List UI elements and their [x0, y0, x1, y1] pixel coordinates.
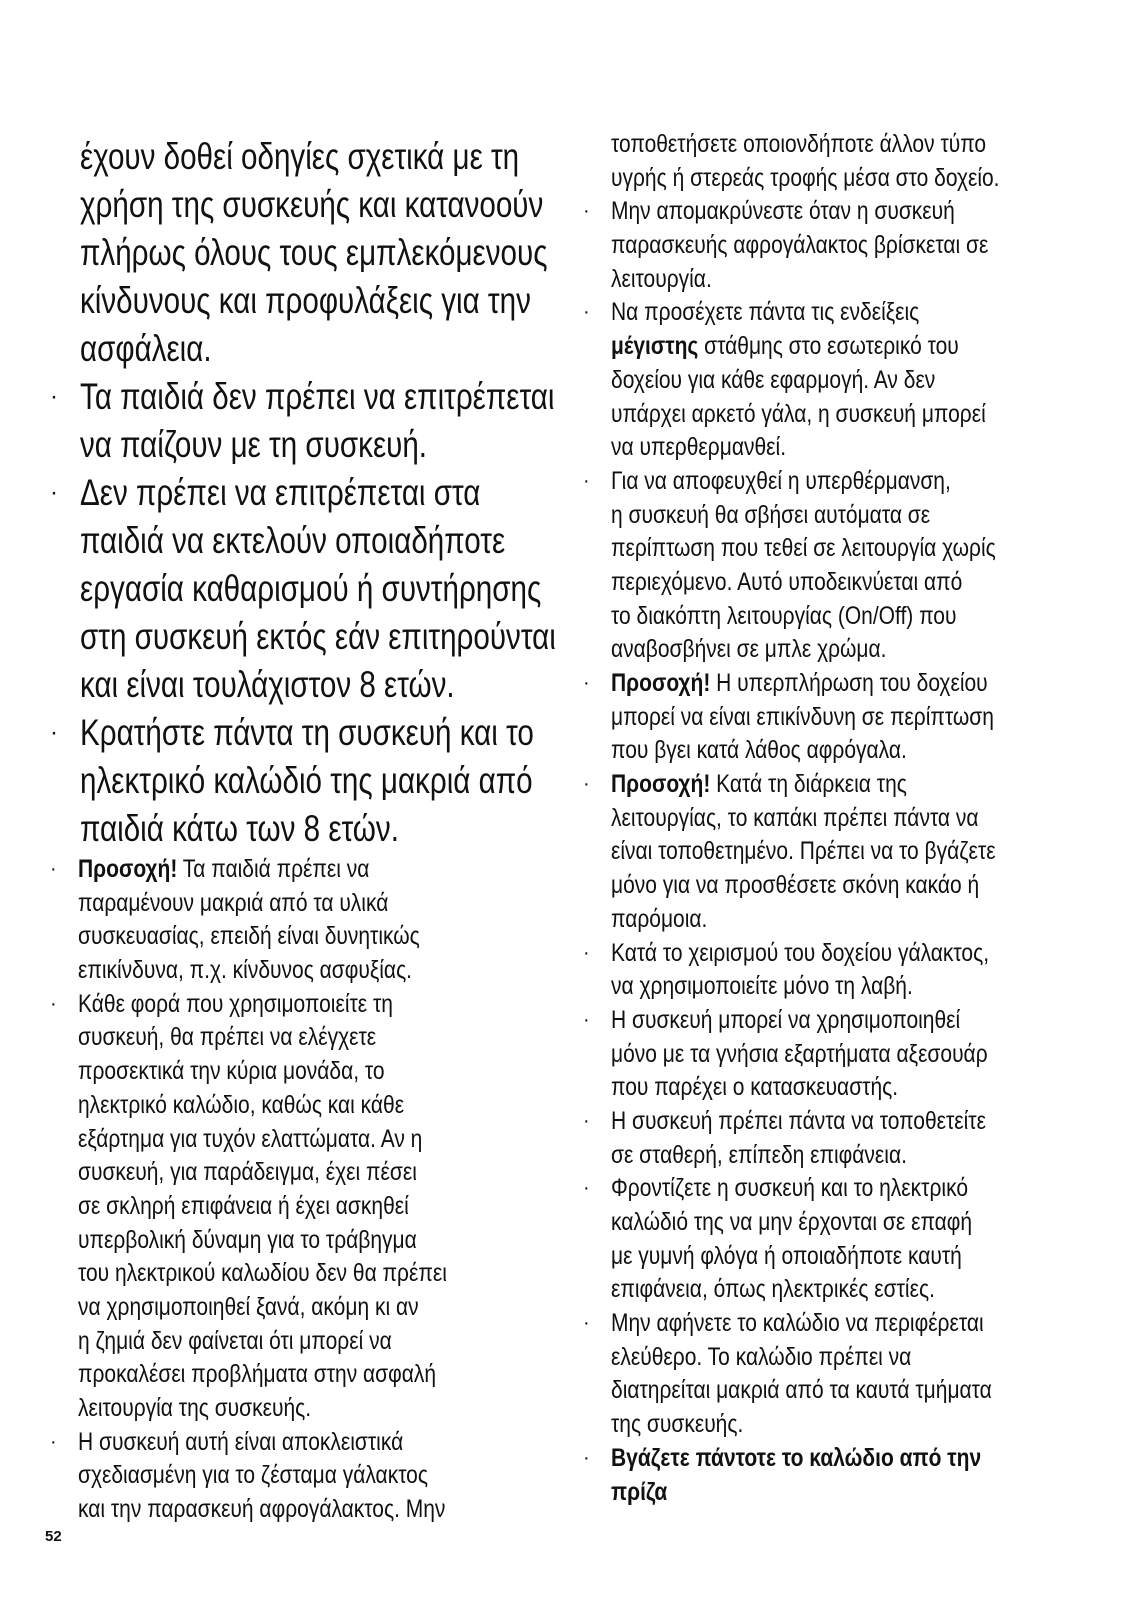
line-content: του ηλεκτρικού καλωδίου δεν θα πρέπει	[78, 1259, 447, 1288]
line-content: συσκευή, θα πρέπει να ελέγχετε	[78, 1023, 377, 1052]
line-content: και είναι τουλάχιστον 8 ετών.	[80, 664, 455, 705]
line-content: ελεύθερο. Το καλώδιο πρέπει να	[611, 1342, 912, 1371]
text-line	[50, 469, 550, 517]
line-text	[611, 734, 907, 768]
line-text	[611, 1071, 898, 1105]
line-text	[80, 709, 534, 757]
line-text	[611, 1273, 935, 1307]
text-line	[50, 805, 550, 853]
text-line	[583, 162, 1103, 196]
list-item	[583, 768, 1103, 936]
line-content: να υπερθερμανθεί.	[611, 433, 787, 462]
text-line	[50, 1224, 550, 1258]
line-text	[611, 1442, 981, 1476]
text-line	[50, 517, 550, 565]
line-content: και την παρασκευή αφρογάλακτος. Μην	[78, 1495, 446, 1524]
line-content: υγρής ή στερεάς τροφής μέσα στο δοχείο.	[611, 163, 1000, 192]
line-content: έχουν δοθεί οδηγίες σχετικά με τη	[80, 136, 520, 177]
text-line	[583, 701, 1103, 735]
line-text	[611, 1004, 960, 1038]
line-text	[80, 613, 556, 661]
line-content: Κατά τη διάρκεια της	[710, 770, 907, 799]
line-content: Κρατήστε πάντα τη συσκευή και το	[80, 712, 534, 753]
text-line	[583, 499, 1103, 533]
text-line	[50, 709, 550, 757]
text-line	[50, 1021, 550, 1055]
line-content: στάθμης στο εσωτερικό του	[698, 332, 959, 361]
bullet-icon: ·	[50, 719, 58, 746]
text-line	[583, 128, 1103, 162]
line-content: μόνο για να προσθέσετε σκόνη κακάο ή	[611, 871, 980, 900]
line-text	[611, 1341, 911, 1375]
line-text	[80, 325, 212, 373]
line-content: ηλεκτρικό καλώδιο, καθώς και κάθε	[78, 1090, 405, 1119]
line-text	[80, 517, 505, 565]
line-content: δοχείου για κάθε εφαρμογή. Αν δεν	[611, 365, 936, 394]
list-item	[50, 709, 550, 853]
bullet-icon: ·	[583, 672, 590, 694]
text-line	[583, 431, 1103, 465]
line-content: Η συσκευή μπορεί να χρησιμοποιηθεί	[611, 1005, 961, 1034]
line-content: Δεν πρέπει να επιτρέπεται στα	[80, 472, 481, 513]
bullet-icon: ·	[583, 1446, 590, 1469]
bullet-icon: ·	[50, 1430, 57, 1453]
line-content: η συσκευή θα σβήσει αυτόματα σε	[611, 500, 931, 529]
line-text	[78, 1089, 404, 1123]
line-content: αναβοσβήνει σε μπλε χρώμα.	[611, 635, 887, 664]
right-column-text	[583, 128, 1103, 1509]
line-content: προσεκτικά την κύρια μονάδα, το	[78, 1057, 385, 1086]
text-line	[583, 532, 1103, 566]
line-text	[80, 469, 480, 517]
line-text	[78, 1021, 376, 1055]
line-text	[611, 802, 979, 836]
bullet-icon: ·	[583, 1109, 590, 1132]
text-line	[583, 633, 1103, 667]
line-text	[78, 1055, 385, 1089]
text-line	[583, 1442, 1103, 1476]
text-line	[50, 1089, 550, 1123]
line-content: της συσκευής.	[611, 1410, 744, 1439]
text-line	[583, 667, 1103, 701]
list-item	[583, 1307, 1103, 1442]
text-line	[583, 263, 1103, 297]
line-text	[611, 566, 962, 600]
text-line	[50, 1291, 550, 1325]
line-text	[611, 1240, 962, 1274]
line-text	[78, 1156, 417, 1190]
line-text	[611, 1172, 968, 1206]
line-text	[611, 162, 1000, 196]
bullet-icon: ·	[583, 301, 590, 324]
line-text	[611, 1038, 988, 1072]
text-line	[50, 373, 555, 421]
line-text	[611, 431, 786, 465]
text-line	[50, 229, 550, 277]
line-text	[80, 565, 541, 613]
list-item	[583, 667, 1103, 768]
text-line	[50, 1156, 550, 1190]
line-text	[78, 853, 369, 887]
line-content: εξάρτημα για τυχόν ελαττώματα. Αν η	[78, 1124, 423, 1153]
line-text	[611, 1206, 972, 1240]
line-content: που βγει κατά λάθος αφρόγαλα.	[611, 736, 907, 765]
text-line	[583, 1105, 1103, 1139]
text-line	[583, 970, 1103, 1004]
line-text	[611, 398, 986, 432]
line-content: συσκευή, για παράδειγμα, έχει πέσει	[78, 1158, 417, 1187]
bullet-icon: ·	[583, 941, 590, 964]
line-text	[78, 1291, 419, 1325]
list-item	[583, 465, 1103, 667]
text-line	[583, 1038, 1103, 1072]
line-content: πλήρως όλους τους εμπλεκόμενους	[80, 232, 548, 273]
line-content: εργασία καθαρισμού ή συντήρησης	[80, 568, 542, 609]
line-text	[611, 330, 959, 364]
text-line	[50, 1459, 550, 1493]
line-content: ηλεκτρικό καλώδιό της μακριά από	[80, 760, 533, 801]
bold-warning-label: Προσοχή!	[78, 855, 178, 883]
text-line	[583, 1341, 1103, 1375]
left-column-small-text	[50, 853, 550, 1527]
text-line	[583, 869, 1103, 903]
text-line	[583, 1172, 1103, 1206]
line-content: λειτουργία της συσκευής.	[78, 1394, 312, 1422]
line-content: να χρησιμοποιηθεί ξανά, ακόμη κι αν	[78, 1292, 419, 1321]
line-text	[78, 1358, 436, 1392]
text-line	[583, 1408, 1103, 1442]
line-text	[611, 532, 996, 566]
line-content: να χρησιμοποιείτε μόνο τη λαβή.	[611, 972, 913, 1001]
bullet-icon: ·	[50, 479, 58, 506]
text-line	[50, 920, 550, 954]
line-text	[611, 195, 955, 229]
line-text	[80, 229, 547, 277]
text-line	[583, 802, 1103, 836]
text-line	[583, 835, 1103, 869]
list-item	[583, 195, 1103, 296]
list-item	[583, 1004, 1103, 1105]
line-content: η ζημιά δεν φαίνεται ότι μπορεί να	[78, 1326, 392, 1355]
left-column-large-text	[50, 133, 556, 853]
line-text	[611, 263, 712, 297]
line-text	[611, 701, 994, 735]
line-content: ασφάλεια.	[80, 328, 212, 369]
text-line	[583, 364, 1103, 398]
text-line	[50, 277, 550, 325]
line-text	[611, 633, 887, 667]
text-line	[50, 1257, 550, 1291]
line-content: που παρέχει ο κατασκευαστής.	[611, 1073, 899, 1102]
line-content: Φροντίζετε η συσκευή και το ηλεκτρικό	[611, 1174, 968, 1203]
text-line	[583, 768, 1103, 802]
line-content: Τα παιδιά πρέπει να	[177, 855, 370, 883]
line-text	[611, 1105, 986, 1139]
line-content: σε σκληρή επιφάνεια ή έχει ασκηθεί	[78, 1191, 409, 1220]
line-text	[611, 229, 988, 263]
line-text	[611, 835, 996, 869]
list-item	[50, 988, 550, 1426]
line-content: παιδιά να εκτελούν οποιαδήποτε	[80, 520, 506, 561]
line-content: Να προσέχετε πάντα τις ενδείξεις	[611, 298, 920, 327]
line-content: υπερβολική δύναμη για το τράβηγμα	[78, 1225, 417, 1254]
text-line	[583, 903, 1103, 937]
bullet-icon: ·	[50, 383, 58, 410]
text-line	[583, 1071, 1103, 1105]
line-text	[611, 1374, 992, 1408]
text-line	[583, 1004, 1103, 1038]
text-line	[50, 887, 550, 921]
text-line	[50, 1123, 550, 1157]
line-content: Μην απομακρύνεστε όταν η συσκευή	[611, 197, 955, 226]
line-content: χρήση της συσκευής και κατανοούν	[80, 184, 544, 225]
line-text	[611, 1307, 984, 1341]
line-content: περιεχόμενο. Αυτό υποδεικνύεται από	[611, 567, 963, 596]
line-text	[78, 920, 420, 954]
text-line	[50, 1358, 550, 1392]
line-text	[611, 499, 930, 533]
line-content: να παίζουν με τη συσκευή.	[80, 424, 428, 465]
bold-warning-label: Προσοχή!	[611, 669, 711, 697]
line-text	[611, 903, 707, 937]
line-content: κίνδυνους και προφυλάξεις για την	[80, 280, 531, 321]
line-text	[78, 1257, 447, 1291]
line-text	[80, 133, 519, 181]
text-line	[583, 1240, 1103, 1274]
line-content: επιφάνεια, όπως ηλεκτρικές εστίες.	[611, 1275, 935, 1304]
line-text	[78, 1459, 428, 1493]
line-content: Τα παιδιά δεν πρέπει να επιτρέπεται	[80, 376, 555, 417]
text-line	[50, 988, 550, 1022]
text-line	[50, 1493, 550, 1527]
text-line	[583, 296, 1103, 330]
bullet-icon: ·	[583, 200, 590, 223]
line-content: υπάρχει αρκετό γάλα, η συσκευή μπορεί	[611, 399, 986, 428]
page-number: 52	[45, 1528, 62, 1545]
text-line	[50, 325, 550, 373]
line-content: Κατά το χειρισμού του δοχείου γάλακτος,	[611, 938, 990, 967]
text-line	[50, 181, 550, 229]
bullet-icon: ·	[583, 1312, 590, 1335]
text-line	[50, 1190, 550, 1224]
line-content: περίπτωση που τεθεί σε λειτουργία χωρίς	[611, 534, 996, 563]
text-line	[50, 954, 550, 988]
list-item	[583, 1172, 1103, 1307]
bullet-icon: ·	[50, 858, 57, 880]
line-text	[78, 1426, 403, 1460]
list-item	[583, 1105, 1103, 1172]
line-content: προκαλέσει προβλήματα στην ασφαλή	[78, 1360, 437, 1389]
line-content: Για να αποφευχθεί η υπερθέρμανση,	[611, 466, 951, 495]
text-line	[583, 229, 1103, 263]
bold-warning-label: Προσοχή!	[611, 770, 711, 799]
text-line	[583, 937, 1103, 971]
line-content: Μην αφήνετε το καλώδιο να περιφέρεται	[611, 1309, 984, 1338]
text-line	[50, 565, 550, 613]
text-line	[583, 1139, 1103, 1173]
line-content: λειτουργίας, το καπάκι πρέπει πάντα να	[611, 803, 979, 832]
text-line	[583, 734, 1103, 768]
line-text	[78, 1493, 445, 1527]
text-line	[50, 853, 550, 887]
line-text	[78, 887, 388, 921]
line-text	[611, 768, 907, 802]
text-line	[583, 1273, 1103, 1307]
bold-warning-label: μέγιστης	[611, 332, 699, 361]
line-text	[80, 757, 533, 805]
line-text	[78, 1123, 422, 1157]
text-line	[50, 1055, 550, 1089]
text-line	[50, 421, 550, 469]
text-line	[583, 1374, 1103, 1408]
line-content: παρόμοια.	[611, 904, 708, 933]
list-item	[50, 373, 555, 469]
text-line	[50, 1325, 550, 1359]
bold-line-text: Βγάζετε πάντοτε το καλώδιο από την	[611, 1443, 982, 1472]
list-item	[583, 937, 1103, 1004]
text-line	[583, 1307, 1103, 1341]
text-line	[50, 133, 550, 181]
list-item	[583, 1442, 1103, 1509]
line-content: στη συσκευή εκτός εάν επιτηρούνται	[80, 616, 556, 657]
line-text	[80, 373, 554, 421]
text-line	[50, 1392, 550, 1426]
text-line	[583, 195, 1103, 229]
text-line	[583, 465, 1103, 499]
text-line	[583, 566, 1103, 600]
line-content: επικίνδυνα, π.χ. κίνδυνος ασφυξίας.	[78, 956, 413, 985]
line-content: μπορεί να είναι επικίνδυνη σε περίπτωση	[611, 702, 994, 731]
text-line	[50, 757, 550, 805]
line-content: σχεδιασμένη για το ζέσταμα γάλακτος	[78, 1461, 428, 1490]
text-line	[583, 600, 1103, 634]
line-content: σε σταθερή, επίπεδη επιφάνεια.	[611, 1140, 907, 1169]
line-content: Η συσκευή αυτή είναι αποκλειστικά	[78, 1427, 404, 1456]
text-line	[583, 1476, 1103, 1510]
line-text	[80, 181, 543, 229]
line-text	[78, 988, 393, 1022]
text-line	[583, 330, 1103, 364]
bullet-icon: ·	[583, 469, 590, 492]
line-text	[611, 600, 956, 634]
list-item	[583, 296, 1103, 464]
line-content: διατηρείται μακριά από τα καυτά τμήματα	[611, 1376, 992, 1405]
line-text	[611, 937, 989, 971]
line-text	[611, 1139, 907, 1173]
list-item	[50, 469, 556, 709]
line-content: καλώδιό της να μην έρχονται σε επαφή	[611, 1208, 973, 1236]
text-line	[583, 398, 1103, 432]
line-text	[78, 1190, 409, 1224]
bullet-icon: ·	[583, 1008, 590, 1031]
line-text	[78, 1392, 311, 1426]
line-text	[611, 128, 986, 162]
line-text	[80, 277, 531, 325]
line-content: το διακόπτη λειτουργίας (On/Off) που	[611, 601, 957, 630]
line-text	[611, 667, 988, 701]
bullet-icon: ·	[50, 992, 57, 1015]
line-text	[80, 805, 399, 853]
line-content: με γυμνή φλόγα ή οποιαδήποτε καυτή	[611, 1241, 962, 1270]
line-content: παιδιά κάτω των 8 ετών.	[80, 808, 399, 849]
line-text	[78, 954, 412, 988]
line-content: Κάθε φορά που χρησιμοποιείτε τη	[78, 989, 393, 1018]
line-text	[611, 869, 979, 903]
bullet-icon: ·	[583, 1177, 590, 1200]
text-line	[50, 661, 550, 709]
text-line	[50, 613, 556, 661]
line-text	[611, 970, 913, 1004]
bullet-icon: ·	[583, 773, 590, 796]
text-line	[583, 1206, 1103, 1240]
line-content: συσκευασίας, επειδή είναι δυνητικώς	[78, 922, 420, 951]
line-text	[611, 1476, 667, 1510]
line-content: Η συσκευή πρέπει πάντα να τοποθετείτε	[611, 1106, 986, 1135]
line-text	[78, 1224, 417, 1258]
bold-line-text: πρίζα	[611, 1477, 668, 1506]
line-content: λειτουργία.	[611, 264, 712, 293]
line-text	[611, 296, 919, 330]
line-text	[611, 465, 951, 499]
list-item	[50, 853, 550, 988]
line-text	[78, 1325, 392, 1359]
line-content: τοποθετήσετε οποιονδήποτε άλλον τύπο	[611, 130, 987, 158]
line-content: μόνο με τα γνήσια εξαρτήματα αξεσουάρ	[611, 1039, 988, 1068]
line-content: είναι τοποθετημένο. Πρέπει να το βγάζετε	[611, 837, 996, 866]
line-content: παρασκευής αφρογάλακτος βρίσκεται σε	[611, 231, 989, 260]
text-line	[50, 1426, 550, 1460]
list-item	[50, 1426, 550, 1527]
line-text	[611, 1408, 743, 1442]
line-content: Η υπερπλήρωση του δοχείου	[710, 669, 988, 697]
line-text	[611, 364, 935, 398]
line-text	[80, 661, 455, 709]
line-content: παραμένουν μακριά από τα υλικά	[78, 888, 389, 917]
line-text	[80, 421, 427, 469]
